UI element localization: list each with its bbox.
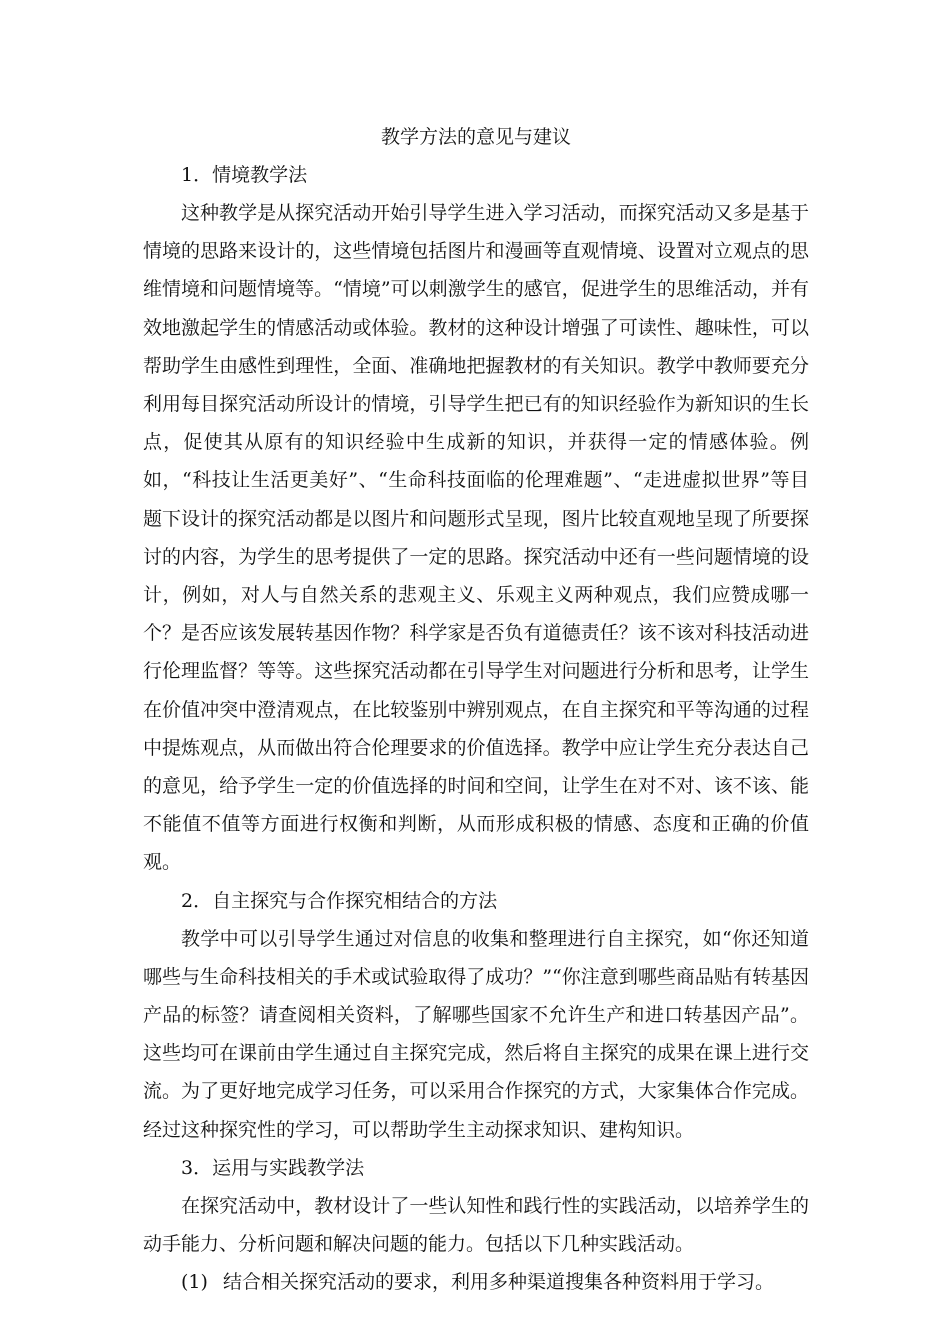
document-body [143,118,809,1301]
list-item-text: 结合相关探究活动的要求，利用多种渠道搜集各种资料用于学习。 [223,1271,775,1294]
section-3-paragraph: 在探究活动中，教材设计了一些认知性和践行性的实践活动，以培养学生的动手能力、分析问题和解决问题的能力。包括以下几种实践活动。 [143,1194,809,1256]
section-2-heading: 2．自主探究与合作探究相结合的方法 [181,889,498,912]
section-3-heading: 3．运用与实践教学法 [181,1156,365,1179]
section-2-paragraph: 教学中可以引导学生通过对信息的收集和整理进行自主探究，如“你还知道哪些与生命科技相关的手术或试验取得了成功？”“你注意到哪些商品贴有转基因产品的标签？请查阅相关资料，了解哪些国家不允许生产和进口转基因产品”。这些均可在课前由学生通过自主探究完成，然后将自主探究的成果在课上进行交流。为了更好地完成学习任务，可以采用合作探究的方式，大家集体合作完成。经过这种探究性的学习，可以帮助学生主动探求知识、建构知识。 [143,927,809,1141]
section-1-paragraph: 这种教学是从探究活动开始引导学生进入学习活动，而探究活动又多是基于情境的思路来设计的，这些情境包括图片和漫画等直观情境、设置对立观点的思维情境和问题情境等。“情境”可以刺激学生的感官，促进学生的思维活动，并有效地激起学生的情感活动或体验。教材的这种设计增强了可读性、趣味性，可以帮助学生由感性到理性，全面、准确地把握教材的有关知识。教学中教师要充分利用每目探究活动所设计的情境，引导学生把已有的知识经验作为新知识的生长点，促使其从原有的知识经验中生成新的知识，并获得一定的情感体验。例如，“科技让生活更美好”、“生命科技面临的伦理难题”、“走进虚拟世界”等目题下设计的探究活动都是以图片和问题形式呈现，图片比较直观地呈现了所要探讨的内容，为学生的思考提供了一定的思路。探究活动中还有一些问题情境的设计，例如，对人与自然关系的悲观主义、乐观主义两种观点，我们应赞成哪一个？是否应该发展转基因作物？科学家是否负有道德责任？该不该对科技活动进行伦理监督？等等。这些探究活动都在引导学生对问题进行分析和思考，让学生在价值冲突中澄清观点，在比较鉴别中辨别观点，在自主探究和平等沟通的过程中提炼观点，从而做出符合伦理要求的价值选择。教学中应让学生充分表达自己的意见，给予学生一定的价值选择的时间和空间，让学生在对不对、该不该、能不能值不值等方面进行权衡和判断，从而形成积极的情感、态度和正确的价值观。 [143,202,809,874]
document-title: 教学方法的意见与建议 [380,126,571,148]
section-1-heading: 1．情境教学法 [181,164,308,186]
list-item-number: (1) [181,1271,208,1294]
list-item [143,1263,809,1301]
